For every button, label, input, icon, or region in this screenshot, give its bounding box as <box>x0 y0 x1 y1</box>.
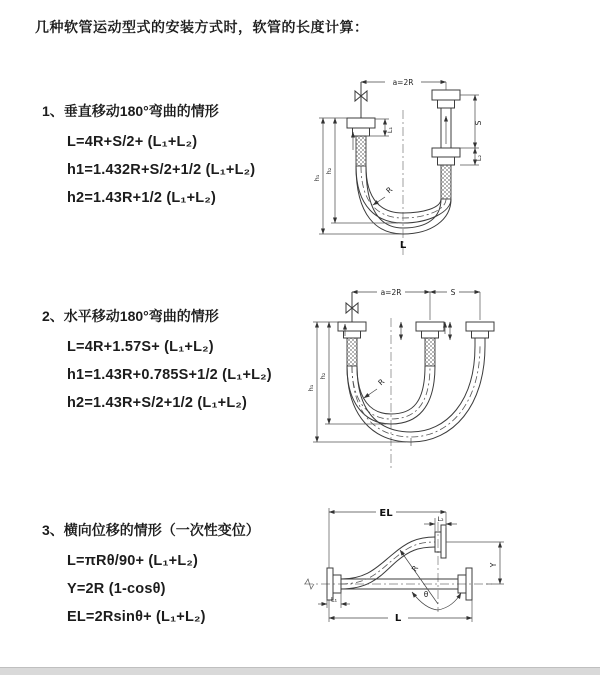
section-2-formula-h2: h2=1.43R+S/2+1/2 (L₁+L₂) <box>67 395 248 411</box>
diagram-horizontal-180-bend <box>301 276 597 474</box>
section-1-heading: 1、垂直移动180°弯曲的情形 <box>42 103 219 119</box>
dim-label-y: Y <box>489 562 498 568</box>
section-1-formula-l: L=4R+S/2+ (L₁+L₂) <box>67 134 198 150</box>
section-2-heading: 2、水平移动180°弯曲的情形 <box>42 308 219 324</box>
dim-label-l2: L₂ <box>475 154 483 162</box>
section-1-formula-h2: h2=1.43R+1/2 (L₁+L₂) <box>67 190 217 206</box>
section-1 <box>42 101 317 218</box>
dimension-lines <box>313 292 480 442</box>
dim-label-a2r: a=2R <box>392 78 414 87</box>
dim-label-l: L <box>394 613 402 624</box>
section-3-formula-y: Y=2R (1-cosθ) <box>67 581 166 597</box>
section-3-heading: 3、横向位移的情形（一次性变位） <box>42 522 260 538</box>
dim-label-l1: L₁ <box>386 126 394 134</box>
page-title: 几种软管运动型式的安装方式时，软管的长度计算： <box>35 19 369 35</box>
dim-label-h1: h₁ <box>313 174 321 182</box>
section-2 <box>42 306 317 423</box>
section-2-formula-h1: h1=1.43R+0.785S+1/2 (L₁+L₂) <box>67 367 272 383</box>
hose-fittings-linework <box>347 90 460 234</box>
valve-icon <box>346 292 358 322</box>
angle-theta-label: θ <box>423 590 429 599</box>
dim-label-s: S <box>450 288 456 297</box>
dim-label-a2r: a=2R <box>380 288 402 297</box>
hose-fittings-linework <box>327 525 472 600</box>
bend-radius-label: R <box>384 185 395 196</box>
dim-label-h1: h₁ <box>307 384 315 392</box>
bend-radius-label: R <box>409 563 421 574</box>
valve-icon <box>355 82 367 118</box>
diagram-lateral-displacement <box>296 498 598 660</box>
page-bottom-edge <box>0 667 600 675</box>
section-2-formula-l: L=4R+1.57S+ (L₁+L₂) <box>67 339 214 355</box>
section-3-formula-el: EL=2Rsinθ+ (L₁+L₂) <box>67 609 206 625</box>
section-1-formula-h1: h1=1.432R+S/2+1/2 (L₁+L₂) <box>67 162 256 178</box>
dim-label-s: S <box>474 120 483 126</box>
length-label: L <box>399 240 407 251</box>
section-3-formula-l: L=πRθ/90+ (L₁+L₂) <box>67 553 199 569</box>
dim-label-h2: h₂ <box>325 167 333 175</box>
section-3 <box>42 520 317 637</box>
dim-label-l1: L₁ <box>330 595 338 604</box>
hose-fittings-linework <box>338 322 494 446</box>
dim-label-h2: h₂ <box>319 372 327 380</box>
dim-label-el: EL <box>379 508 393 519</box>
diagram-vertical-180-bend <box>303 70 595 262</box>
bend-radius-label: R <box>376 377 387 388</box>
dim-label-l2: L₂ <box>437 515 444 523</box>
